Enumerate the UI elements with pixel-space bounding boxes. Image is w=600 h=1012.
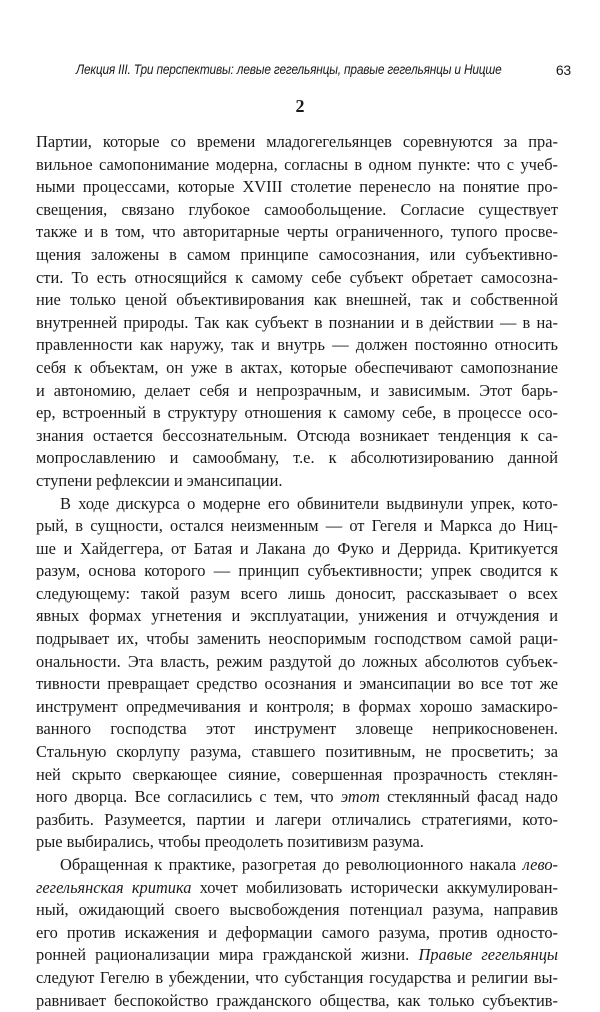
paragraph-2-line: рый, в сущности, остался неизменным — от Гегеля и Маркса до Ниц- bbox=[36, 516, 558, 536]
paragraph-1-line: ер, встроенный в структуру отношения к самому себе, в процессе осо- bbox=[36, 403, 558, 423]
paragraph-1-line: ступени рефлексии и эмансипации. bbox=[36, 470, 283, 490]
paragraph-1-line: ными процессами, которые XVIII столетие перенесло на понятие про- bbox=[36, 177, 558, 197]
paragraph-2-line: тивности превращает средство осознания и эмансипации во все тот же bbox=[36, 674, 558, 694]
paragraph-3-line: ный, ожидающий своего высвобождения потенциал разума, направив bbox=[36, 900, 558, 920]
text-segment: ронней рационализации мира гражданской жизни. bbox=[36, 945, 410, 965]
paragraph-2-line: Стальную скорлупу разума, ставшего позитивным, не просветить; за bbox=[36, 742, 558, 762]
paragraph-2-line: подрывает их, чтобы заменить неоспоримым господством самой раци- bbox=[36, 629, 558, 649]
header-title: Лекция III. Три перспективы: левые гегельянцы, правые гегельянцы и Ницше bbox=[76, 62, 502, 77]
page-number: 63 bbox=[555, 62, 571, 78]
paragraph-2-line: рые выбирались, чтобы преодолеть позитивизм разума. bbox=[36, 832, 424, 852]
paragraph-3-line: следуют Гегелю в убеждении, что субстанция государства и религии вы- bbox=[36, 967, 558, 987]
paragraph-1-line: свещения, связано глубокое самообольщение. Согласие существует bbox=[36, 199, 558, 219]
paragraph-2-line: В ходе дискурса о модерне его обвинители выдвинули упрек, кото- bbox=[60, 493, 558, 513]
paragraph-2-line: ональности. Эта власть, режим раздутой до ложных абсолютов субъек- bbox=[36, 651, 558, 671]
paragraph-1-line: знания остается бессознательным. Отсюда возникает тенденция к са- bbox=[36, 425, 558, 445]
paragraph-3-line-mixed bbox=[36, 877, 558, 900]
paragraph-1-line: щения заложены в самом принципе самосознания, или субъективно- bbox=[36, 244, 558, 264]
paragraph-3-line-mixed bbox=[36, 944, 558, 967]
text-segment: Обращенная к практике, разогретая до революционного накала bbox=[60, 855, 517, 874]
paragraph-1-line: Партии, которые со времени младогегельянцев соревнуются за пра- bbox=[36, 132, 558, 151]
paragraph-1-line: ние только ценой объективирования как внешней, так и собственной bbox=[36, 290, 558, 310]
italic-emphasis: лево- bbox=[522, 855, 558, 874]
italic-emphasis: Правые гегельянцы bbox=[418, 945, 558, 965]
paragraph-3-line: равнивает беспокойство гражданского общества, как только субъектив- bbox=[36, 990, 558, 1010]
paragraph-1-line: себя к объектам, он уже в актах, которые обеспечивают самопознание bbox=[36, 357, 558, 377]
text-segment: ного дворца. Все согласились с тем, что bbox=[36, 787, 334, 807]
paragraph-2-line-mixed bbox=[36, 786, 558, 809]
paragraph-2-line: разум, основа которого — принцип субъективности; упрек сводится к bbox=[36, 561, 558, 581]
paragraph-2-line: ней скрыто сверкающее сияние, совершенная прозрачность стеклян- bbox=[36, 764, 558, 784]
running-header bbox=[76, 62, 571, 82]
paragraph-1-line: и автономию, делает себя и непрозрачным, и зависимым. Этот барь- bbox=[36, 380, 558, 400]
paragraph-2-line: ванного господства этот инструмент зловеще неприкосновенен. bbox=[36, 719, 558, 739]
paragraph-3-line-mixed bbox=[36, 854, 558, 877]
paragraph-1-line: внутренней природы. Так как субъект в познании и в действии — в на- bbox=[36, 312, 558, 332]
italic-emphasis: гегельянская критика bbox=[36, 877, 192, 897]
paragraph-2-line: инструмент опредмечивания и контроля; в формах хорошо замаскиро- bbox=[36, 696, 558, 716]
paragraph-1-line: правленности как наружу, так и внутрь — должен постоянно относить bbox=[36, 335, 558, 355]
paragraph-1-line: сти. То есть относящийся к самому себе субъект обретает самосозна- bbox=[36, 267, 558, 287]
text-segment: хочет мобилизовать исторически аккумулирован- bbox=[199, 877, 558, 897]
paragraph-1-line: вильное самопонимание модерна, согласны в одном пункте: что с учеб- bbox=[36, 154, 558, 174]
paragraph-2-line: следующему: такой разум всего лишь доносит, рассказывает о всех bbox=[36, 583, 558, 603]
italic-emphasis: этот bbox=[340, 787, 380, 807]
paragraph-2-line: разбить. Разумеется, партии и лагери отличались стратегиями, кото- bbox=[36, 809, 558, 829]
paragraph-1-line: мопрославлению и самообману, т.е. к абсолютизированию данной bbox=[36, 448, 558, 468]
paragraph-1-line: также и в том, что авторитарные черты ограниченного, тупого просве- bbox=[36, 222, 558, 242]
paragraph-2-line: явных формах угнетения и эксплуатации, унижения и отчуждения и bbox=[36, 606, 558, 626]
section-number: 2 bbox=[295, 96, 305, 116]
paragraph-2-line: ше и Хайдеггера, от Батая и Лакана до Фуко и Деррида. Критикуется bbox=[36, 538, 558, 558]
paragraph-3-line: его против искажения и деформации самого разума, против односто- bbox=[36, 922, 558, 942]
body-text bbox=[36, 131, 558, 1012]
text-segment: стеклянный фасад надо bbox=[387, 787, 558, 807]
